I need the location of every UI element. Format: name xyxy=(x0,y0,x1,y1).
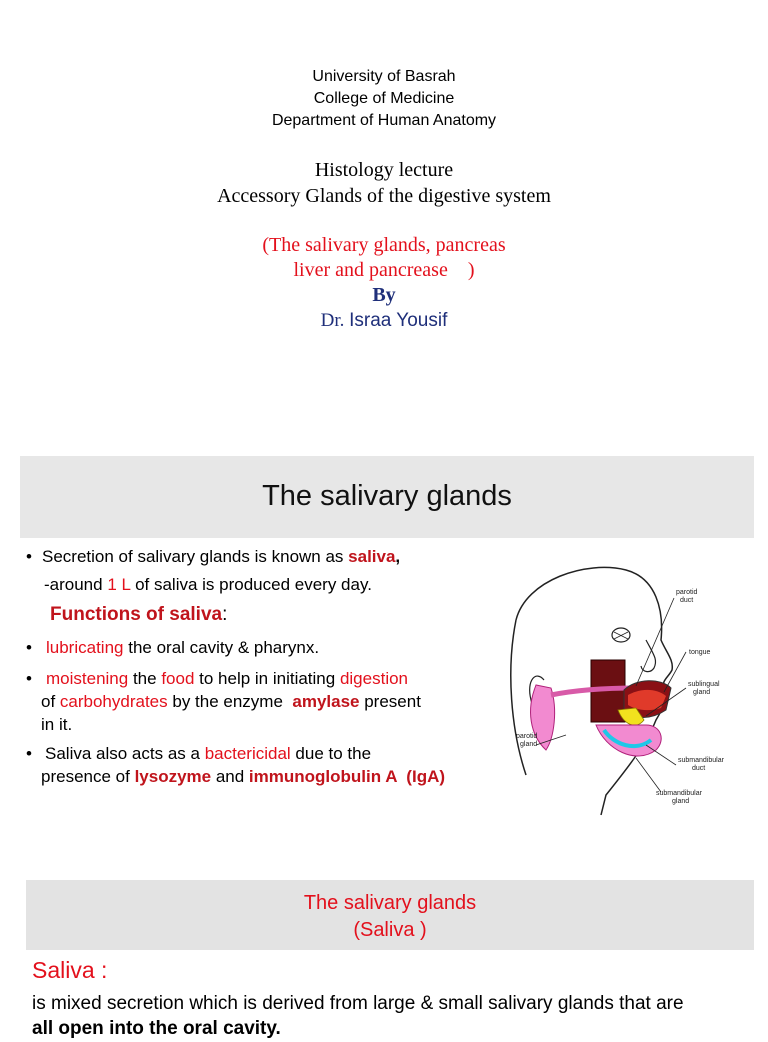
functions-title: Functions of saliva xyxy=(50,604,223,625)
slide3-title-line1: The salivary glands xyxy=(303,892,477,914)
bactericidal-text-4: and xyxy=(211,767,249,786)
lubricating-keyword: lubricating xyxy=(46,638,124,657)
eye-icon xyxy=(612,628,630,642)
food-keyword: food xyxy=(161,669,195,688)
label-line xyxy=(636,758,661,792)
carbohydrates-keyword: carbohydrates xyxy=(59,692,168,711)
slide3-title xyxy=(26,890,754,944)
subtitle-line-2: liver and pancrease ) xyxy=(293,259,475,281)
label-line xyxy=(664,652,686,692)
university-name: University of Basrah xyxy=(312,68,456,85)
bactericidal-text-2: due to the xyxy=(290,744,372,763)
saliva-body-line1: is mixed secretion which is derived from large & small salivary glands that are xyxy=(32,993,684,1014)
bullet-saliva-definition xyxy=(42,545,400,568)
label-submandibular-gland: submandibular xyxy=(656,790,702,797)
saliva-keyword: saliva xyxy=(348,547,396,566)
slide2-title: The salivary glands xyxy=(262,480,512,512)
digestion-keyword: digestion xyxy=(339,669,409,688)
author xyxy=(0,308,768,333)
salivary-glands-diagram xyxy=(496,560,746,820)
label-tongue: tongue xyxy=(689,649,711,656)
lubricating-text: the oral cavity & pharynx. xyxy=(123,638,320,657)
author-name: Israa Yousif xyxy=(349,310,448,331)
lecture-subtitle xyxy=(0,233,768,333)
department-name: Department of Human Anatomy xyxy=(271,112,497,129)
bullet-dot: • xyxy=(26,638,32,657)
lecture-type: Histology lecture xyxy=(314,159,454,181)
lysozyme-keyword: lysozyme xyxy=(134,767,212,786)
saliva-heading: Saliva : xyxy=(32,957,108,983)
bullet-bactericidal xyxy=(45,742,371,765)
volume-pre: -around xyxy=(44,575,108,594)
label-parotid-gland: parotid xyxy=(516,733,538,740)
lecture-title: Accessory Glands of the digestive system xyxy=(217,185,551,207)
label-parotid-duct-2: duct xyxy=(680,597,694,604)
author-prefix: Dr. xyxy=(320,310,345,331)
moistening-text-6: in it. xyxy=(41,715,73,734)
label-parotid-gland-2: gland xyxy=(520,741,538,748)
functions-colon: : xyxy=(222,604,228,625)
subtitle-line-1: (The salivary glands, pancreas xyxy=(262,234,506,256)
bullet-lubricating xyxy=(46,636,319,659)
college-name: College of Medicine xyxy=(313,90,455,107)
bactericidal-keyword: bactericidal xyxy=(204,744,291,763)
label-line xyxy=(646,745,676,765)
moistening-keyword: moistening xyxy=(46,669,129,688)
moistening-text-5: present xyxy=(359,692,421,711)
label-submandibular-duct: submandibular xyxy=(678,757,724,764)
label-sublingual: sublingual xyxy=(688,681,720,688)
moistening-text-2: to help in initiating xyxy=(194,669,340,688)
bullet-text: Secretion of salivary glands is known as xyxy=(42,547,349,566)
lecture-heading xyxy=(0,157,768,209)
title-slide xyxy=(0,66,768,132)
bactericidal-text-1: Saliva also acts as a xyxy=(45,744,205,763)
bullet-dot: • xyxy=(26,547,32,566)
bullet-moistening-line2 xyxy=(41,690,421,713)
back-of-head-outline xyxy=(511,620,526,775)
tongue-shape xyxy=(628,690,666,710)
bullet-dot: • xyxy=(26,744,32,763)
label-submandibular-gland-2: gland xyxy=(672,798,690,805)
volume-value: 1 L xyxy=(107,575,131,594)
saliva-volume-line xyxy=(44,573,372,596)
moistening-text-4: by the enzyme xyxy=(167,692,293,711)
label-submandibular-duct-2: duct xyxy=(692,765,706,772)
bullet-dot: • xyxy=(26,669,32,688)
label-parotid-duct: parotid xyxy=(676,589,698,596)
functions-heading xyxy=(50,602,227,628)
by-label: By xyxy=(372,284,396,306)
volume-post: of saliva is produced every day. xyxy=(130,575,372,594)
label-sublingual-2: gland xyxy=(693,689,711,696)
slide3-title-line2: (Saliva ) xyxy=(353,919,427,941)
bullet-comma: , xyxy=(395,547,401,566)
bullet-moistening xyxy=(46,667,408,690)
label-line xyxy=(636,598,674,686)
immunoglobulin-keyword: immunoglobulin A (IgA) xyxy=(248,767,446,786)
moistening-text-1: the xyxy=(128,669,162,688)
bullet-bactericidal-line2 xyxy=(41,765,445,788)
amylase-keyword: amylase xyxy=(292,692,360,711)
bactericidal-text-3: presence of xyxy=(41,767,135,786)
eye-detail xyxy=(614,632,628,639)
saliva-body-line2: all open into the oral cavity. xyxy=(32,1018,281,1039)
moistening-text-3: of xyxy=(41,692,60,711)
